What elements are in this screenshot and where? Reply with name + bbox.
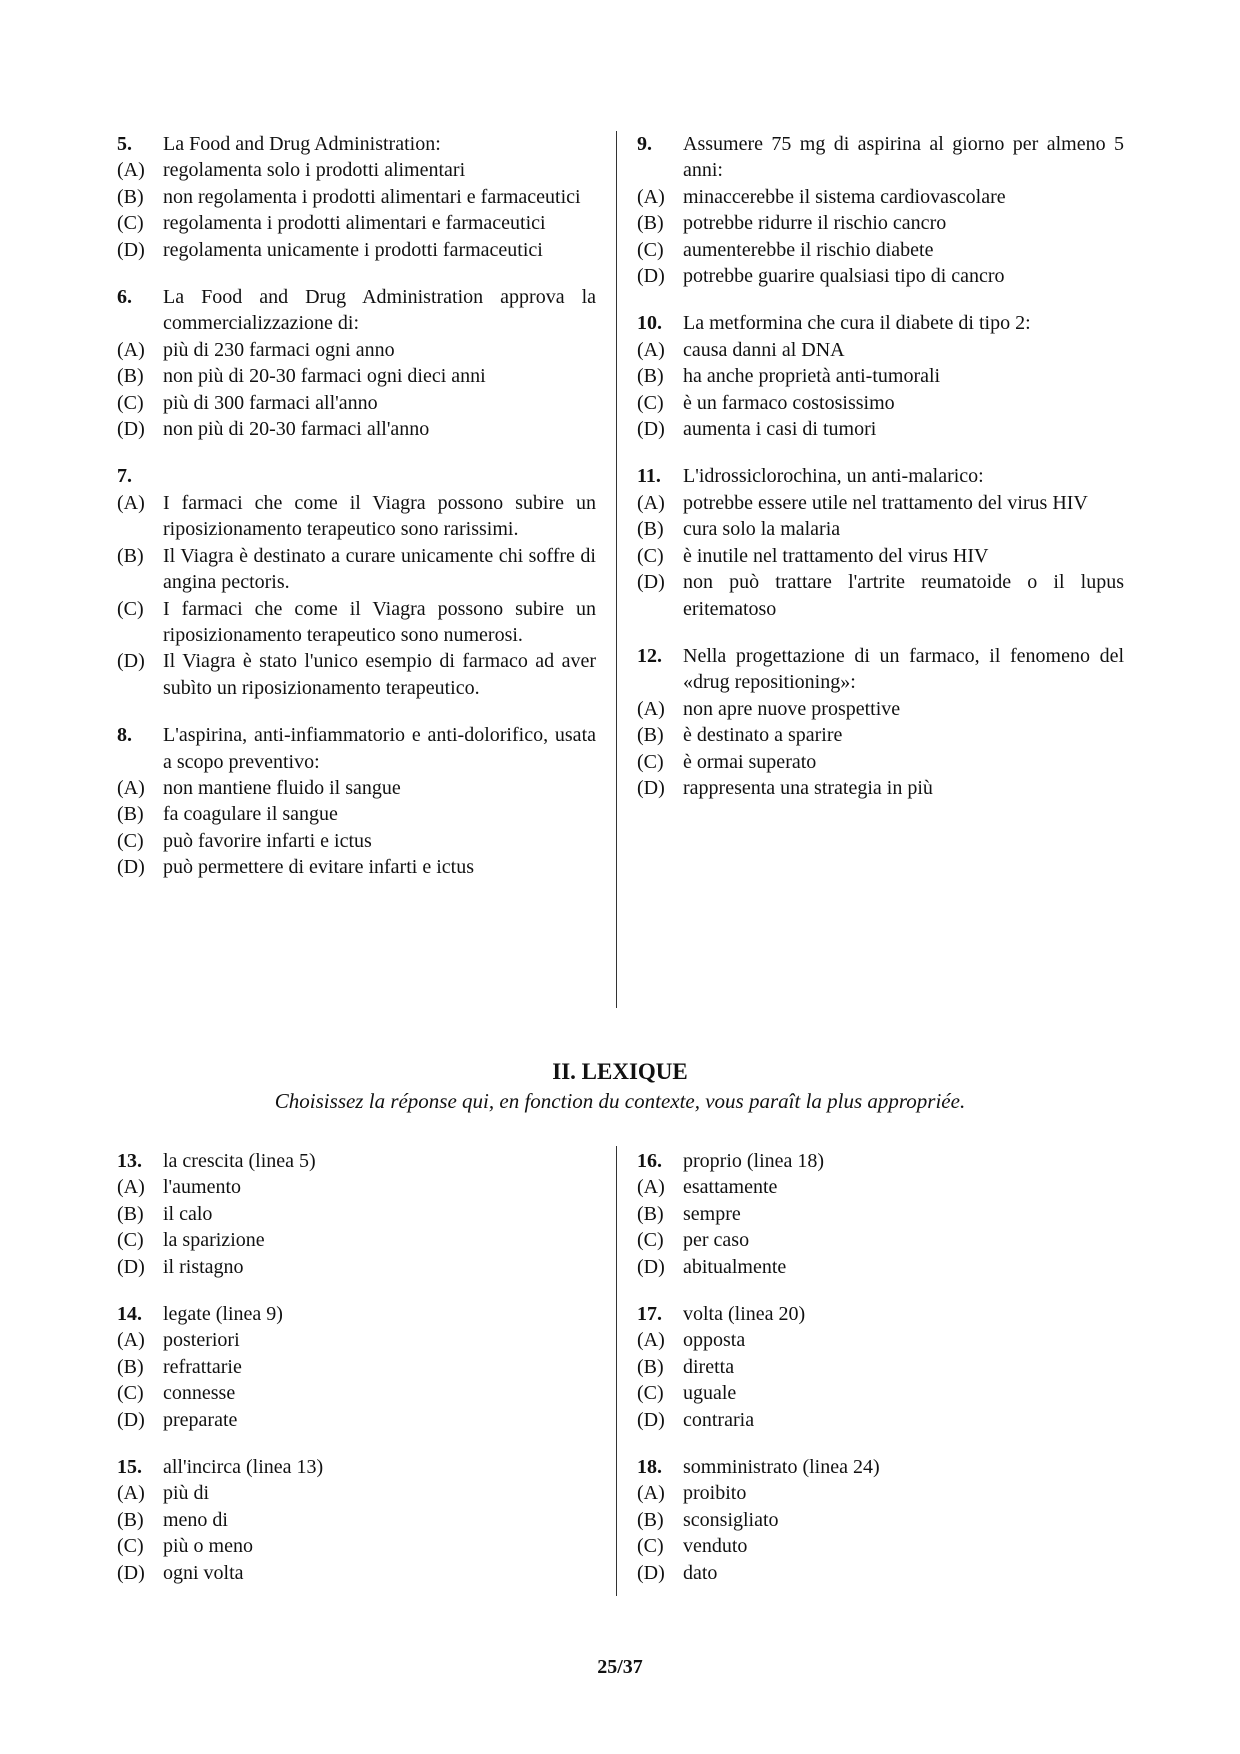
question-stem: all'incirca (linea 13) bbox=[163, 1456, 324, 1479]
option-b bbox=[637, 1507, 1124, 1533]
option-a bbox=[117, 490, 596, 543]
question-number: 11. bbox=[637, 465, 661, 488]
option-d bbox=[637, 1407, 1124, 1433]
option-b bbox=[637, 210, 1124, 236]
option-text: regolamenta unicamente i prodotti farmaceutici bbox=[163, 238, 543, 261]
option-label: (D) bbox=[117, 856, 145, 879]
option-label: (B) bbox=[117, 1355, 144, 1378]
option-text: più di 300 farmaci all'anno bbox=[163, 391, 378, 414]
option-label: (C) bbox=[637, 1382, 664, 1405]
option-label: (D) bbox=[117, 650, 145, 673]
option-text: cura solo la malaria bbox=[683, 518, 841, 541]
option-d bbox=[117, 1407, 596, 1433]
option-label: (B) bbox=[637, 1355, 664, 1378]
option-a bbox=[117, 1327, 596, 1353]
question-number: 16. bbox=[637, 1150, 662, 1172]
option-text: minaccerebbe il sistema cardiovascolare bbox=[683, 185, 1006, 208]
option-label: (C) bbox=[117, 391, 144, 414]
option-label: (D) bbox=[637, 571, 665, 594]
option-text: può favorire infarti e ictus bbox=[163, 829, 372, 852]
option-text: venduto bbox=[683, 1535, 748, 1558]
option-a bbox=[637, 1327, 1124, 1353]
option-d bbox=[637, 775, 1124, 801]
question-number: 14. bbox=[117, 1303, 142, 1326]
option-text: può permettere di evitare infarti e ictus bbox=[163, 856, 474, 879]
option-d bbox=[117, 237, 596, 263]
question-5 bbox=[117, 131, 596, 263]
option-text: aumenta i casi di tumori bbox=[683, 418, 877, 441]
question-stem: L'idrossiclorochina, un anti-malarico: bbox=[683, 465, 984, 488]
option-d bbox=[637, 1254, 1124, 1280]
option-label: (D) bbox=[637, 265, 665, 288]
option-text: il ristagno bbox=[163, 1255, 244, 1278]
question-9 bbox=[637, 131, 1124, 289]
option-text: non più di 20-30 farmaci all'anno bbox=[163, 418, 430, 441]
option-label: (C) bbox=[117, 829, 144, 852]
section-title: II. LEXIQUE bbox=[552, 1059, 688, 1084]
column-divider bbox=[616, 1146, 617, 1596]
option-label: (C) bbox=[637, 391, 664, 414]
option-label: (A) bbox=[637, 1482, 665, 1505]
option-text: dato bbox=[683, 1561, 718, 1584]
option-a bbox=[637, 1174, 1124, 1200]
option-a bbox=[117, 1174, 596, 1200]
option-d bbox=[117, 648, 596, 701]
question-17 bbox=[637, 1301, 1124, 1433]
question-stem: Nella progettazione di un farmaco, il fenomeno del «drug repositioning»: bbox=[683, 644, 1124, 694]
question-number: 17. bbox=[637, 1303, 662, 1326]
option-text: abitualmente bbox=[683, 1255, 787, 1278]
option-label: (D) bbox=[117, 238, 145, 261]
option-label: (B) bbox=[637, 724, 664, 747]
option-label: (A) bbox=[637, 185, 665, 208]
option-b bbox=[117, 184, 596, 210]
question-number: 15. bbox=[117, 1456, 142, 1479]
option-label: (A) bbox=[117, 1176, 145, 1199]
option-label: (C) bbox=[117, 212, 144, 235]
option-label: (A) bbox=[117, 338, 145, 361]
option-label: (A) bbox=[637, 1329, 665, 1352]
option-c bbox=[637, 237, 1124, 263]
section-instruction: Choisissez la réponse qui, en fonction du contexte, vous paraît la plus appropriée. bbox=[274, 1089, 966, 1113]
option-text: regolamenta i prodotti alimentari e farmaceutici bbox=[163, 212, 546, 235]
option-a bbox=[637, 337, 1124, 363]
option-text: non mantiene fluido il sangue bbox=[163, 776, 401, 799]
option-label: (D) bbox=[117, 418, 145, 441]
option-label: (C) bbox=[637, 750, 664, 773]
option-text: Il Viagra è destinato a curare unicamente chi soffre di angina pectoris. bbox=[163, 544, 596, 594]
option-c bbox=[117, 1533, 596, 1559]
question-8 bbox=[117, 722, 596, 880]
question-number: 10. bbox=[637, 312, 662, 335]
option-text: preparate bbox=[163, 1408, 238, 1431]
option-text: regolamenta solo i prodotti alimentari bbox=[163, 159, 466, 182]
option-text: sempre bbox=[683, 1202, 741, 1225]
option-text: ha anche proprietà anti-tumorali bbox=[683, 365, 941, 388]
option-label: (D) bbox=[117, 1408, 145, 1431]
option-text: I farmaci che come il Viagra possono subire un riposizionamento terapeutico sono numerosi. bbox=[163, 597, 596, 646]
option-label: (A) bbox=[637, 338, 665, 361]
option-label: (C) bbox=[637, 544, 664, 567]
option-c bbox=[117, 596, 596, 649]
question-15 bbox=[117, 1454, 596, 1586]
option-b bbox=[117, 1354, 596, 1380]
option-b bbox=[117, 1201, 596, 1227]
question-10 bbox=[637, 310, 1124, 442]
question-stem: somministrato (linea 24) bbox=[683, 1456, 880, 1479]
question-stem: L'aspirina, anti-infiammatorio e anti-dolorifico, usata a scopo preventivo: bbox=[163, 724, 596, 773]
option-d bbox=[637, 1560, 1124, 1586]
option-text: connesse bbox=[163, 1382, 236, 1405]
option-text: esattamente bbox=[683, 1176, 778, 1199]
option-text: più o meno bbox=[163, 1535, 253, 1558]
option-label: (A) bbox=[117, 1482, 145, 1505]
option-label: (C) bbox=[117, 1229, 144, 1252]
option-c bbox=[117, 828, 596, 854]
option-c bbox=[637, 1380, 1124, 1406]
part1-right-column bbox=[637, 131, 1124, 822]
option-text: opposta bbox=[683, 1329, 746, 1352]
option-text: è inutile nel trattamento del virus HIV bbox=[683, 544, 989, 567]
option-a bbox=[637, 490, 1124, 516]
option-text: non più di 20-30 farmaci ogni dieci anni bbox=[163, 365, 486, 388]
option-a bbox=[117, 775, 596, 801]
part2-right-column bbox=[637, 1148, 1124, 1607]
option-d bbox=[637, 263, 1124, 289]
option-d bbox=[117, 1254, 596, 1280]
question-16 bbox=[637, 1148, 1124, 1280]
option-label: (D) bbox=[637, 418, 665, 441]
option-c bbox=[117, 1380, 596, 1406]
option-text: l'aumento bbox=[163, 1176, 242, 1199]
option-c bbox=[117, 1227, 596, 1253]
option-text: potrebbe guarire qualsiasi tipo di cancro bbox=[683, 265, 1005, 288]
option-d bbox=[637, 569, 1124, 622]
question-stem: La Food and Drug Administration: bbox=[163, 133, 441, 155]
question-13 bbox=[117, 1148, 596, 1280]
option-text: fa coagulare il sangue bbox=[163, 803, 338, 826]
option-label: (D) bbox=[637, 776, 665, 799]
option-text: refrattarie bbox=[163, 1355, 242, 1378]
question-number: 8. bbox=[117, 724, 132, 747]
option-a bbox=[117, 157, 596, 183]
option-text: è destinato a sparire bbox=[683, 724, 843, 747]
option-b bbox=[637, 363, 1124, 389]
option-text: aumenterebbe il rischio diabete bbox=[683, 238, 934, 261]
question-number: 12. bbox=[637, 644, 662, 667]
option-b bbox=[637, 516, 1124, 542]
option-label: (A) bbox=[117, 491, 145, 514]
option-label: (D) bbox=[117, 1255, 145, 1278]
option-b bbox=[117, 1507, 596, 1533]
option-text: rappresenta una strategia in più bbox=[683, 776, 933, 799]
question-number: 6. bbox=[117, 286, 132, 309]
option-text: meno di bbox=[163, 1508, 228, 1531]
option-label: (A) bbox=[637, 1176, 665, 1199]
option-label: (A) bbox=[117, 1329, 145, 1352]
question-11 bbox=[637, 463, 1124, 621]
option-label: (D) bbox=[637, 1561, 665, 1584]
question-7 bbox=[117, 463, 596, 701]
option-a bbox=[117, 337, 596, 363]
question-number: 13. bbox=[117, 1150, 142, 1172]
option-b bbox=[117, 801, 596, 827]
option-c bbox=[637, 1533, 1124, 1559]
option-c bbox=[117, 390, 596, 416]
option-label: (B) bbox=[637, 212, 664, 235]
column-divider bbox=[616, 131, 617, 1008]
question-stem: proprio (linea 18) bbox=[683, 1150, 825, 1172]
question-14 bbox=[117, 1301, 596, 1433]
page-number: 25/37 bbox=[597, 1656, 643, 1678]
option-label: (A) bbox=[637, 491, 665, 514]
option-text: non regolamenta i prodotti alimentari e farmaceutici bbox=[163, 185, 581, 208]
option-text: potrebbe ridurre il rischio cancro bbox=[683, 212, 947, 235]
option-text: diretta bbox=[683, 1355, 735, 1378]
option-label: (A) bbox=[637, 697, 665, 720]
question-stem: La metformina che cura il diabete di tipo 2: bbox=[683, 312, 1031, 335]
option-label: (B) bbox=[117, 365, 144, 388]
question-12 bbox=[637, 643, 1124, 801]
question-number: 18. bbox=[637, 1456, 662, 1479]
option-b bbox=[637, 1354, 1124, 1380]
option-c bbox=[637, 1227, 1124, 1253]
option-text: contraria bbox=[683, 1408, 755, 1431]
option-text: potrebbe essere utile nel trattamento del virus HIV bbox=[683, 491, 1088, 514]
option-label: (B) bbox=[117, 803, 144, 826]
option-label: (A) bbox=[117, 776, 145, 799]
option-b bbox=[637, 722, 1124, 748]
option-label: (C) bbox=[637, 238, 664, 261]
option-label: (C) bbox=[637, 1535, 664, 1558]
option-text: Il Viagra è stato l'unico esempio di farmaco ad aver subìto un riposizionamento terapeutico. bbox=[163, 650, 596, 699]
question-number: 9. bbox=[637, 133, 652, 155]
option-c bbox=[637, 543, 1124, 569]
option-label: (C) bbox=[117, 1382, 144, 1405]
option-b bbox=[637, 1201, 1124, 1227]
part2-left-column bbox=[117, 1148, 596, 1607]
option-text: non può trattare l'artrite reumatoide o il lupus eritematoso bbox=[683, 571, 1124, 620]
option-label: (A) bbox=[117, 159, 145, 182]
part1-left-column bbox=[117, 131, 596, 902]
option-label: (B) bbox=[637, 1202, 664, 1225]
option-text: uguale bbox=[683, 1382, 737, 1405]
question-stem: Assumere 75 mg di aspirina al giorno per almeno 5 anni: bbox=[683, 133, 1124, 182]
question-stem bbox=[163, 463, 596, 489]
option-text: sconsigliato bbox=[683, 1508, 779, 1531]
question-stem: legate (linea 9) bbox=[163, 1303, 283, 1326]
option-text: per caso bbox=[683, 1229, 750, 1252]
question-stem: La Food and Drug Administration approva la commercializzazione di: bbox=[163, 286, 596, 335]
question-stem: la crescita (linea 5) bbox=[163, 1150, 316, 1172]
option-label: (C) bbox=[117, 597, 144, 620]
question-6 bbox=[117, 284, 596, 442]
option-label: (B) bbox=[117, 1508, 144, 1531]
option-text: il calo bbox=[163, 1202, 213, 1225]
option-a bbox=[637, 184, 1124, 210]
option-text: non apre nuove prospettive bbox=[683, 697, 901, 720]
option-label: (B) bbox=[117, 544, 144, 567]
option-label: (C) bbox=[117, 1535, 144, 1558]
option-d bbox=[117, 1560, 596, 1586]
option-a bbox=[117, 1480, 596, 1506]
option-label: (B) bbox=[637, 1508, 664, 1531]
option-label: (B) bbox=[117, 1202, 144, 1225]
option-text: più di bbox=[163, 1482, 210, 1505]
option-label: (B) bbox=[637, 518, 664, 541]
option-label: (D) bbox=[637, 1408, 665, 1431]
option-text: ogni volta bbox=[163, 1561, 244, 1584]
option-text: è un farmaco costosissimo bbox=[683, 391, 895, 414]
option-label: (B) bbox=[637, 365, 664, 388]
option-d bbox=[637, 416, 1124, 442]
option-b bbox=[117, 543, 596, 596]
question-number: 5. bbox=[117, 133, 132, 155]
option-text: è ormai superato bbox=[683, 750, 817, 773]
option-text: posteriori bbox=[163, 1329, 240, 1352]
option-a bbox=[637, 1480, 1124, 1506]
option-text: I farmaci che come il Viagra possono subire un riposizionamento terapeutico sono rarissimi. bbox=[163, 491, 596, 541]
option-text: la sparizione bbox=[163, 1229, 265, 1252]
option-c bbox=[637, 390, 1124, 416]
option-b bbox=[117, 363, 596, 389]
option-label: (B) bbox=[117, 185, 144, 208]
option-label: (D) bbox=[637, 1255, 665, 1278]
question-number: 7. bbox=[117, 465, 132, 488]
option-text: proibito bbox=[683, 1482, 747, 1505]
question-18 bbox=[637, 1454, 1124, 1586]
option-label: (D) bbox=[117, 1561, 145, 1584]
option-d bbox=[117, 854, 596, 880]
option-c bbox=[117, 210, 596, 236]
option-a bbox=[637, 696, 1124, 722]
option-text: causa danni al DNA bbox=[683, 338, 845, 361]
option-d bbox=[117, 416, 596, 442]
question-stem: volta (linea 20) bbox=[683, 1303, 806, 1326]
option-text: più di 230 farmaci ogni anno bbox=[163, 338, 395, 361]
option-c bbox=[637, 749, 1124, 775]
option-label: (C) bbox=[637, 1229, 664, 1252]
